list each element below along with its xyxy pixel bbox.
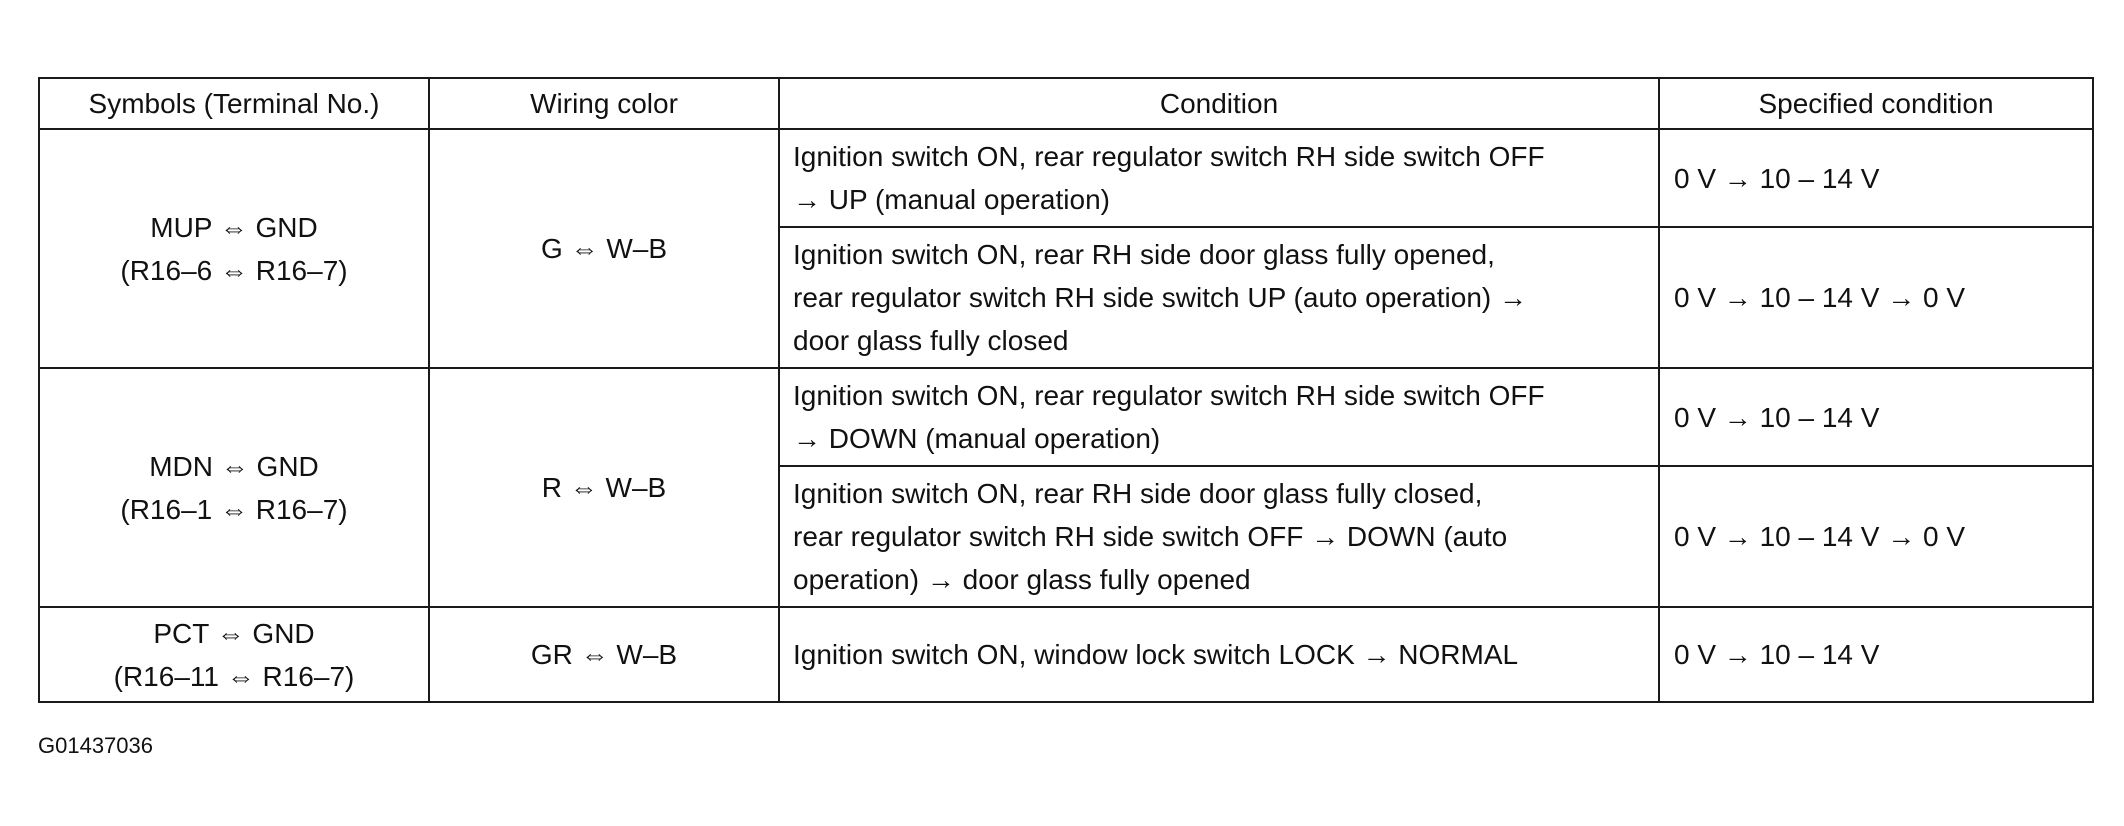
header-symbols: Symbols (Terminal No.): [39, 78, 429, 129]
condition-line: rear regulator switch RH side switch OFF → DOWN (auto: [793, 521, 1508, 552]
figure-code: G01437036: [38, 733, 153, 758]
specified-condition-cell: 0 V → 10 – 14 V: [1659, 607, 2093, 702]
condition-line: → DOWN (manual operation): [793, 423, 1161, 454]
symbol-name: PCT ⇔ GND: [153, 617, 315, 649]
symbol-terminals: (R16–6 ⇔ R16–7): [120, 254, 348, 286]
specified-condition-cell: 0 V → 10 – 14 V → 0 V: [1659, 466, 2093, 607]
specified-condition-cell: 0 V → 10 – 14 V → 0 V: [1659, 227, 2093, 368]
condition-cell: [779, 607, 1659, 702]
condition-cell: [779, 129, 1659, 227]
condition-line: Ignition switch ON, rear RH side door glass fully opened,: [793, 239, 1495, 270]
condition-line: Ignition switch ON, rear regulator switch RH side switch OFF: [793, 141, 1545, 172]
table-row: [39, 607, 2093, 702]
table-header-row: [39, 78, 2093, 129]
condition-cell: [779, 368, 1659, 466]
symbol-cell-mup: [39, 129, 429, 368]
symbol-cell-mdn: [39, 368, 429, 607]
table-row: [39, 368, 2093, 466]
symbol-cell-pct: [39, 607, 429, 702]
symbol-name: MUP ⇔ GND: [150, 211, 318, 243]
condition-line: rear regulator switch RH side switch UP (auto operation) →: [793, 282, 1528, 313]
wiring-color-cell: GR ⇔ W–B: [429, 607, 779, 702]
specified-condition-cell: 0 V → 10 – 14 V: [1659, 129, 2093, 227]
condition-cell: [779, 227, 1659, 368]
condition-line: Ignition switch ON, rear regulator switch RH side switch OFF: [793, 380, 1545, 411]
condition-line: Ignition switch ON, window lock switch LOCK → NORMAL: [793, 639, 1519, 670]
symbol-terminals: (R16–11 ⇔ R16–7): [113, 660, 355, 692]
condition-cell: [779, 466, 1659, 607]
condition-line: → UP (manual operation): [793, 184, 1110, 215]
terminal-spec-table: [38, 77, 2094, 703]
header-wiring-color: Wiring color: [429, 78, 779, 129]
symbol-name: MDN ⇔ GND: [149, 450, 319, 482]
table-row: [39, 129, 2093, 227]
header-condition: Condition: [779, 78, 1659, 129]
symbol-terminals: (R16–1 ⇔ R16–7): [120, 493, 348, 525]
specified-condition-cell: 0 V → 10 – 14 V: [1659, 368, 2093, 466]
wiring-color-cell: R ⇔ W–B: [429, 368, 779, 607]
header-specified-condition: Specified condition: [1659, 78, 2093, 129]
condition-line: Ignition switch ON, rear RH side door glass fully closed,: [793, 478, 1483, 509]
condition-line: door glass fully closed: [793, 325, 1069, 356]
wiring-color-cell: G ⇔ W–B: [429, 129, 779, 368]
condition-line: operation) → door glass fully opened: [793, 564, 1251, 595]
